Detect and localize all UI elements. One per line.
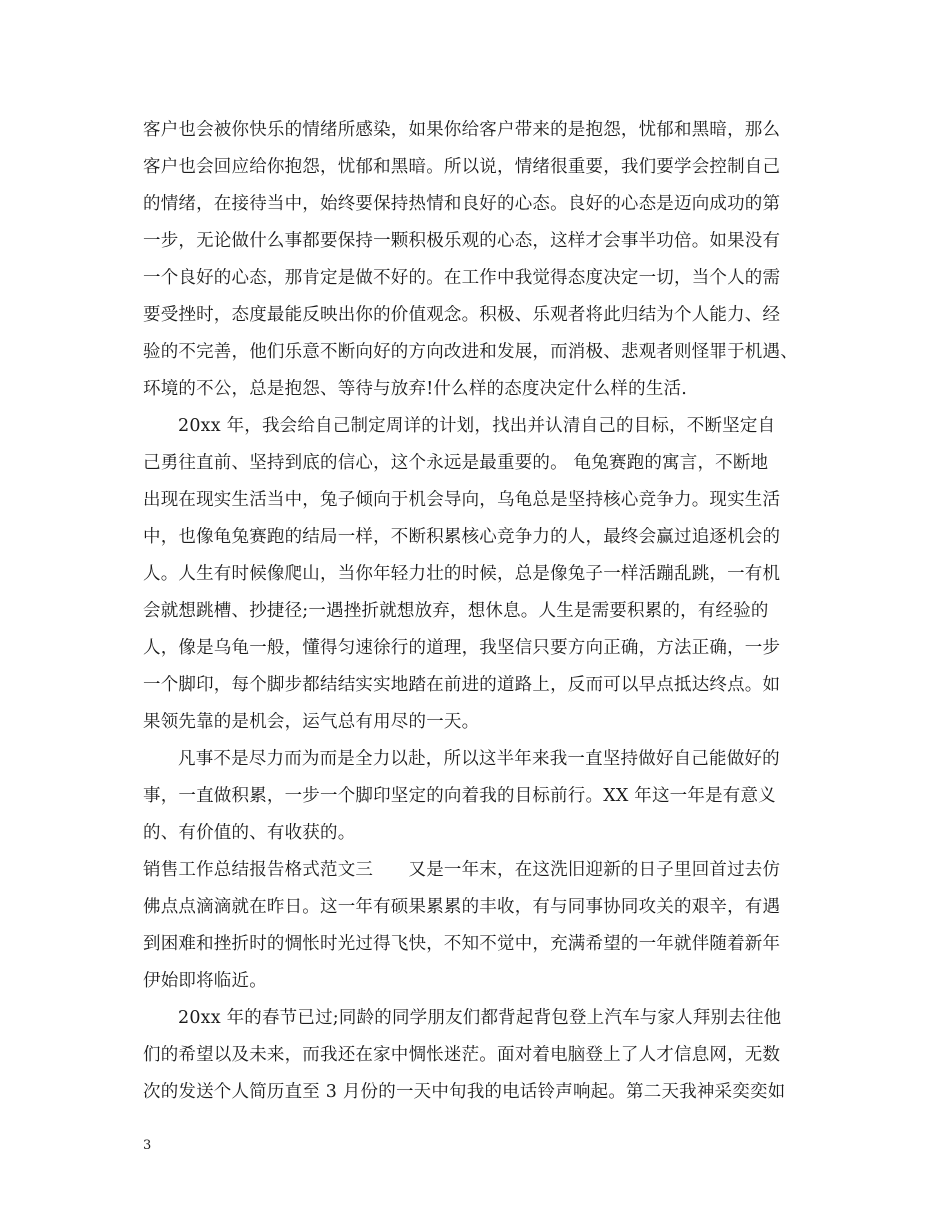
- text-line: 验的不完善，他们乐意不断向好的方向改进和发展，而消极、悲观者则怪罪于机遇、: [143, 342, 798, 362]
- text-line: 要受挫时，态度最能反映出你的价值观念。积极、乐观者将此归结为个人能力、经: [143, 305, 781, 325]
- paragraph-first-line: 凡事不是尽力而为而是全力以赴，所以这半年来我一直坚持做好自己能做好的: [178, 749, 780, 769]
- section-heading-line: 销售工作总结报告格式范文三 又是一年末，在这洗旧迎新的日子里回首过去仿: [143, 860, 781, 880]
- text-line: 到困难和挫折时的惆怅时光过得飞快，不知不觉中，充满希望的一年就伴随着新年: [143, 934, 781, 954]
- text-line: 的、有价值的、有收获的。: [143, 823, 356, 843]
- text-line: 次的发送个人简历直至 3 月份的一天中旬我的电话铃声响起。第二天我神采奕奕如: [143, 1082, 786, 1102]
- paragraph-first-line: 20xx 年的春节已过;同龄的同学朋友们都背起背包登上汽车与家人拜别去往他: [178, 1008, 782, 1028]
- text-line: 事，一直做积累，一步一个脚印坚定的向着我的目标前行。XX 年这一年是有意义: [143, 786, 776, 806]
- text-line: 客户也会回应给你抱怨，忧郁和黑暗。所以说，情绪很重要，我们要学会控制自己: [143, 157, 781, 177]
- text-line: 会就想跳槽、抄捷径;一遇挫折就想放弃，想休息。人生是需要积累的，有经验的: [143, 601, 769, 621]
- text-line: 人。人生有时候像爬山，当你年轻力壮的时候，总是像兔子一样活蹦乱跳，一有机: [143, 564, 781, 584]
- text-line: 中，也像龟兔赛跑的结局一样，不断积累核心竞争力的人，最终会赢过追逐机会的: [143, 527, 781, 547]
- text-line: 人，像是乌龟一般，懂得匀速徐行的道理，我坚信只要方向正确，方法正确，一步: [143, 638, 781, 658]
- text-line: 佛点点滴滴就在昨日。这一年有硕果累累的丰收，有与同事协同攻关的艰辛，有遇: [143, 897, 781, 917]
- text-line: 一个良好的心态，那肯定是做不好的。在工作中我觉得态度决定一切，当个人的需: [143, 268, 781, 288]
- text-line: 一个脚印，每个脚步都结结实实地踏在前进的道路上，反而可以早点抵达终点。如: [143, 675, 781, 695]
- paragraph-first-line: 20xx 年，我会给自己制定周详的计划，找出并认清自己的目标，不断坚定自: [178, 416, 776, 436]
- text-line: 客户也会被你快乐的情绪所感染，如果你给客户带来的是抱怨，忧郁和黑暗，那么: [143, 120, 781, 140]
- page-number: 3: [143, 1138, 152, 1153]
- text-line: 果领先靠的是机会，运气总有用尽的一天。: [143, 712, 480, 732]
- text-line: 一步，无论做什么事都要保持一颗积极乐观的心态，这样才会事半功倍。如果没有: [143, 231, 781, 251]
- text-line: 们的希望以及未来，而我还在家中惆怅迷茫。面对着电脑登上了人才信息网，无数: [143, 1045, 781, 1065]
- text-line: 环境的不公，总是抱怨、等待与放弃!什么样的态度决定什么样的生活.: [143, 379, 687, 399]
- text-line: 的情绪，在接待当中，始终要保持热情和良好的心态。良好的心态是迈向成功的第: [143, 194, 781, 214]
- text-line: 己勇往直前、坚持到底的信心，这个永远是最重要的。 龟兔赛跑的寓言，不断地: [143, 453, 769, 473]
- text-line: 伊始即将临近。: [143, 971, 267, 991]
- text-line: 出现在现实生活当中，兔子倾向于机会导向，乌龟总是坚持核心竞争力。现实生活: [143, 490, 781, 510]
